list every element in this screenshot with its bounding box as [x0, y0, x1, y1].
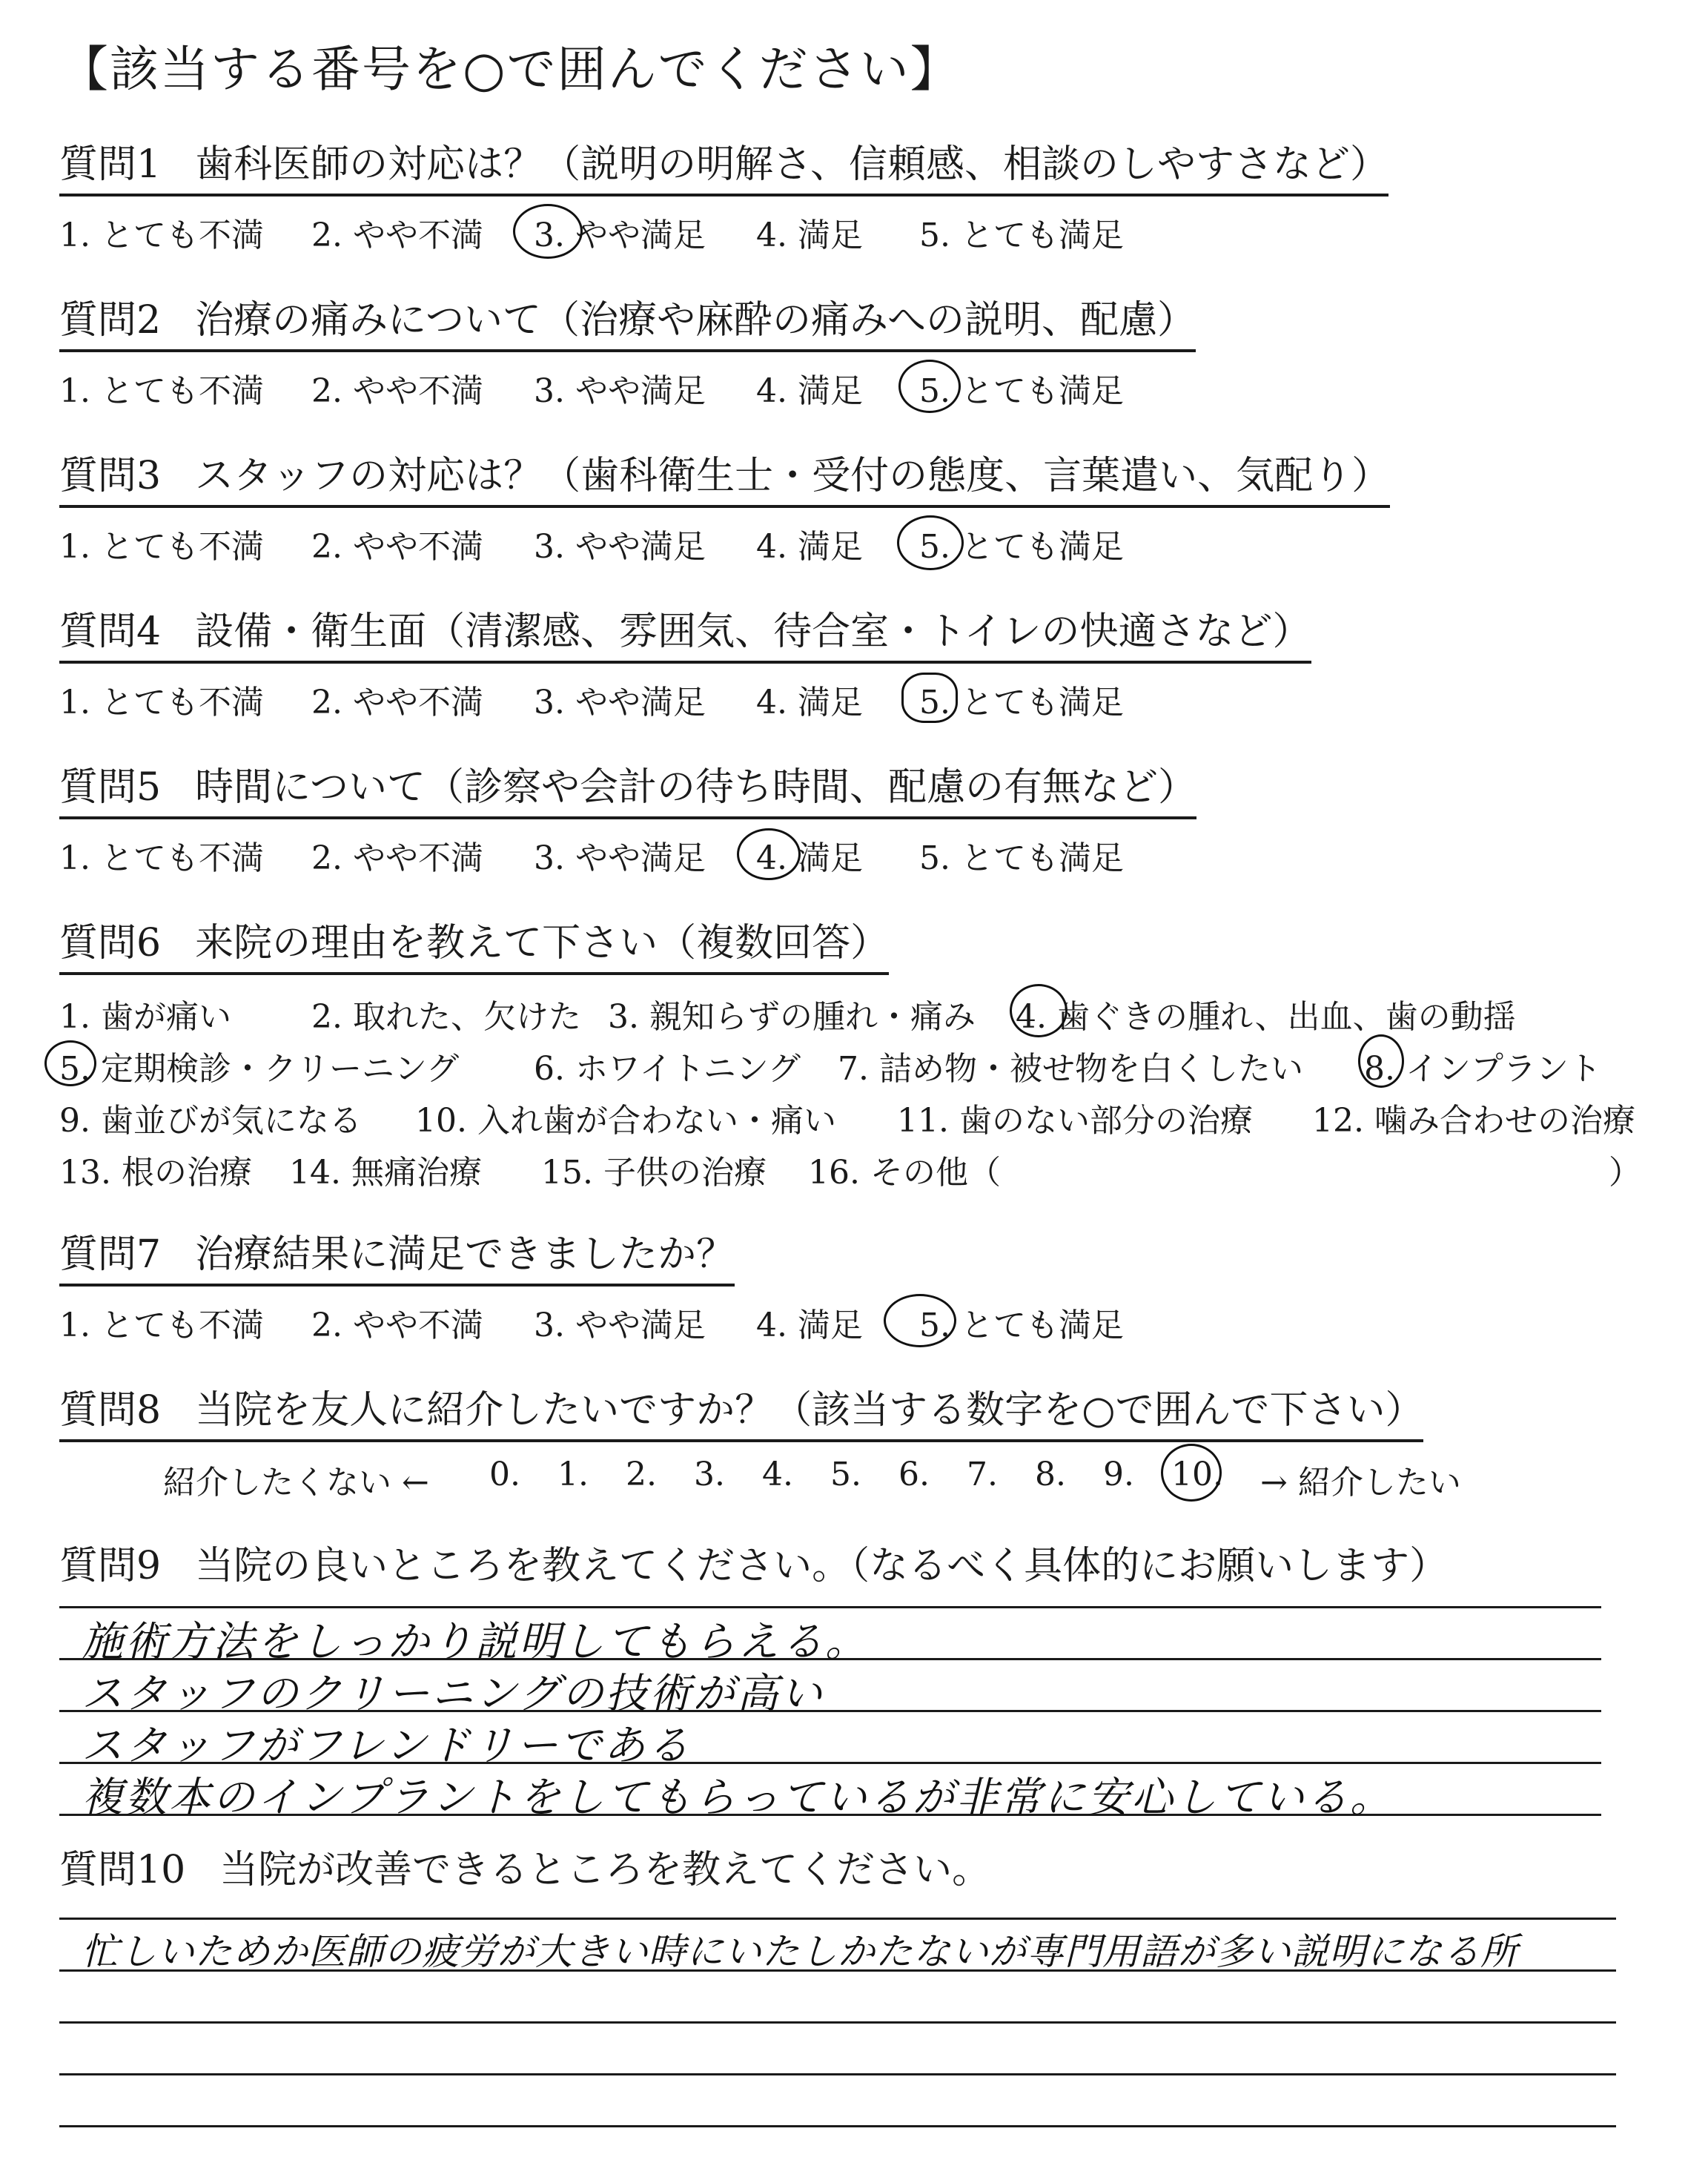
reason-option[interactable]: 6. ホワイトニング: [534, 1050, 801, 1088]
rating-options: [59, 512, 1675, 572]
reason-option[interactable]: 3. 親知らずの腫れ・痛み: [608, 998, 976, 1036]
option-5[interactable]: 5. とても満足: [919, 839, 1124, 877]
question-label: 質問7: [59, 1232, 162, 1277]
option-3[interactable]: 3. やや満足: [534, 217, 706, 254]
reason-row: [59, 1039, 1675, 1091]
question-label: 質問8: [59, 1388, 162, 1433]
option-1[interactable]: 1. とても不満: [59, 372, 264, 410]
reason-option[interactable]: 12. 噛み合わせの治療: [1312, 1102, 1635, 1140]
answer-line: [59, 2125, 1616, 2127]
question-title: [59, 1542, 1448, 1595]
option-4[interactable]: 4. 満足: [756, 217, 863, 254]
nps-option[interactable]: 4.: [762, 1456, 793, 1493]
option-3[interactable]: 3. やや満足: [534, 1307, 706, 1344]
question-7: [59, 1231, 1675, 1350]
nps-option[interactable]: 8.: [1035, 1456, 1066, 1493]
option-1[interactable]: 1. とても不満: [59, 839, 264, 877]
option-5[interactable]: 5. とても満足: [919, 528, 1124, 566]
question-title: [59, 452, 1390, 508]
question-text: 治療結果に満足できましたか？: [195, 1232, 735, 1277]
option-2[interactable]: 2. やや不満: [311, 684, 483, 721]
reason-option[interactable]: 1. 歯が痛い: [59, 998, 231, 1036]
reason-option[interactable]: 15. 子供の治療: [541, 1154, 767, 1192]
question-3: [59, 452, 1675, 572]
reason-option[interactable]: 13. 根の治療: [59, 1154, 252, 1192]
option-3[interactable]: 3. やや満足: [534, 528, 706, 566]
question-text: 治療の痛みについて（治療や麻酔の痛みへの説明、配慮）: [195, 298, 1196, 343]
option-5[interactable]: 5. とても満足: [919, 1307, 1124, 1344]
option-2[interactable]: 2. やや不満: [311, 372, 483, 410]
question-5: [59, 764, 1675, 883]
option-1[interactable]: 1. とても不満: [59, 684, 264, 721]
nps-option[interactable]: 0.: [489, 1456, 520, 1493]
handwritten-answer: 施術方法をしっかり説明してもらえる。: [82, 1618, 869, 1666]
option-5[interactable]: 5. とても満足: [919, 684, 1124, 721]
question-text: 時間について（診察や会計の待ち時間、配慮の有無など）: [195, 765, 1197, 810]
question-9: [59, 1542, 1675, 1595]
option-5[interactable]: 5. とても満足: [919, 217, 1124, 254]
nps-option[interactable]: 3.: [694, 1456, 725, 1493]
reason-option[interactable]: 9. 歯並びが気になる: [59, 1102, 362, 1140]
nps-option[interactable]: 10.: [1171, 1456, 1223, 1493]
nps-right-label: → 紹介したい: [1260, 1464, 1461, 1502]
option-2[interactable]: 2. やや不満: [311, 839, 483, 877]
option-4[interactable]: 4. 満足: [756, 684, 863, 721]
nps-option[interactable]: 5.: [830, 1456, 861, 1493]
question-text: スタッフの対応は？（歯科衛生士・受付の態度、言葉遣い、気配り）: [195, 454, 1391, 498]
question-text: 設備・衛生面（清潔感、雰囲気、待合室・トイレの快適さなど）: [195, 610, 1311, 654]
option-2[interactable]: 2. やや不満: [311, 528, 483, 566]
handwritten-answer: スタッフがフレンドリーである: [82, 1722, 692, 1770]
reason-option[interactable]: 14. 無痛治療: [289, 1154, 482, 1192]
reason-option[interactable]: 2. 取れた、欠けた: [311, 998, 581, 1036]
reason-option[interactable]: 16. その他（: [808, 1154, 1001, 1192]
question-title: [59, 297, 1196, 352]
option-3[interactable]: 3. やや満足: [534, 372, 706, 410]
question-label: 質問5: [59, 765, 162, 810]
question-label: 質問9: [59, 1544, 162, 1588]
option-4[interactable]: 4. 満足: [756, 839, 863, 877]
nps-option[interactable]: 7.: [967, 1456, 998, 1493]
reason-row: [59, 1091, 1675, 1143]
option-4[interactable]: 4. 満足: [756, 528, 863, 566]
question-2: [59, 297, 1675, 416]
question-title: [59, 1387, 1423, 1442]
question-text: 当院が改善できるところを教えてください。: [219, 1848, 991, 1892]
question-title: [59, 1846, 990, 1899]
option-1[interactable]: 1. とても不満: [59, 217, 264, 254]
reason-option[interactable]: 11. 歯のない部分の治療: [897, 1102, 1253, 1140]
handwritten-answer: 忙しいためか医師の疲労が大きい時にいたしかたないが専門用語が多い説明になる所: [82, 1930, 1518, 1973]
reason-options: [59, 987, 1675, 1202]
option-2[interactable]: 2. やや不満: [311, 217, 483, 254]
option-4[interactable]: 4. 満足: [756, 372, 863, 410]
option-3[interactable]: 3. やや満足: [534, 839, 706, 877]
answer-line: [59, 1918, 1616, 1920]
question-text: 来院の理由を教えて下さい（複数回答）: [195, 921, 890, 965]
nps-option[interactable]: 6.: [898, 1456, 930, 1493]
question-title: [59, 141, 1388, 196]
question-title: [59, 1231, 735, 1287]
question-4: [59, 608, 1675, 727]
question-text: 当院の良いところを教えてください。（なるべく具体的にお願いします）: [195, 1544, 1449, 1588]
nps-option[interactable]: 9.: [1103, 1456, 1134, 1493]
option-3[interactable]: 3. やや満足: [534, 684, 706, 721]
nps-option[interactable]: 1.: [557, 1456, 589, 1493]
question-label: 質問6: [59, 921, 162, 965]
question-text: 歯科医師の対応は？（説明の明解さ、信頼感、相談のしやすさなど）: [195, 142, 1389, 187]
question-label: 質問3: [59, 454, 162, 498]
other-close-paren: ）: [1609, 1154, 1641, 1192]
question-1: [59, 141, 1675, 260]
question-text: 当院を友人に紹介したいですか？（該当する数字を○で囲んで下さい）: [195, 1388, 1424, 1433]
reason-option[interactable]: 10. 入れ歯が合わない・痛い: [415, 1102, 836, 1140]
nps-option[interactable]: 2.: [626, 1456, 657, 1493]
reason-row: [59, 1143, 1675, 1195]
rating-options: [59, 357, 1675, 416]
page-header: 【該当する番号を○で囲んでください】: [59, 41, 961, 98]
question-label: 質問2: [59, 298, 162, 343]
option-5[interactable]: 5. とても満足: [919, 372, 1124, 410]
answer-line: [59, 1606, 1601, 1608]
option-1[interactable]: 1. とても不満: [59, 1307, 264, 1344]
handwritten-answer: 複数本のインプラントをしてもらっているが非常に安心している。: [82, 1774, 1394, 1822]
question-label: 質問10: [59, 1848, 186, 1892]
reason-option[interactable]: 8. インプラント: [1364, 1050, 1601, 1088]
reason-option[interactable]: 7. 詰め物・被せ物を白くしたい: [838, 1050, 1303, 1088]
option-1[interactable]: 1. とても不満: [59, 528, 264, 566]
answer-line: [59, 2073, 1616, 2075]
nps-left-label: 紹介したくない ←: [163, 1464, 429, 1502]
question-8: [59, 1387, 1675, 1512]
rating-options: [59, 824, 1675, 883]
reason-option[interactable]: 5. 定期検診・クリーニング: [59, 1050, 460, 1088]
reason-row: [59, 987, 1675, 1039]
handwritten-answer: スタッフのクリーニングの技術が高い: [82, 1670, 824, 1718]
rating-options: [59, 1291, 1675, 1350]
rating-options: [59, 201, 1675, 260]
option-2[interactable]: 2. やや不満: [311, 1307, 483, 1344]
question-title: [59, 764, 1196, 819]
rating-options: [59, 668, 1675, 727]
option-4[interactable]: 4. 満足: [756, 1307, 863, 1344]
question-label: 質問1: [59, 142, 162, 187]
reason-option[interactable]: 4. 歯ぐきの腫れ、出血、歯の動揺: [1016, 998, 1516, 1036]
nps-scale: [59, 1453, 1675, 1512]
question-label: 質問4: [59, 610, 162, 654]
question-10: [59, 1846, 1675, 1899]
question-6: [59, 919, 1675, 1202]
question-title: [59, 608, 1311, 664]
question-title: [59, 919, 889, 975]
answer-line: [59, 2021, 1616, 2024]
